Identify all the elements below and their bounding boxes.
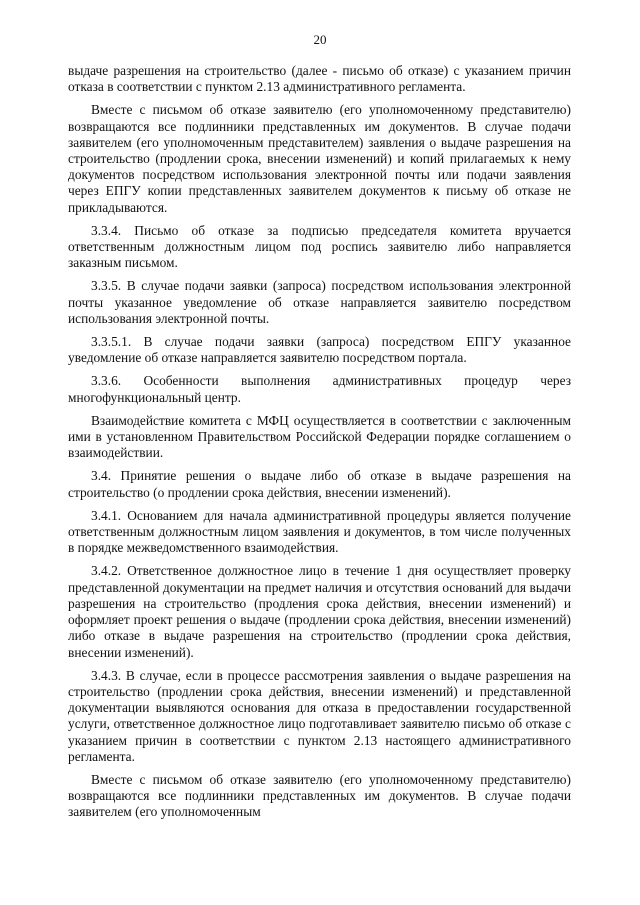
paragraph-3-3-6: 3.3.6. Особенности выполнения административных процедур через многофункциональный центр. — [68, 373, 571, 405]
body-text — [68, 63, 571, 828]
paragraph-mfc-interaction: Взаимодействие комитета с МФЦ осуществляется в соответствии с заключенным ими в установленном Правительством Российской Федерации порядке соглашением о взаимодействии. — [68, 412, 571, 461]
paragraph-returned-documents-2: Вместе с письмом об отказе заявителю (его уполномоченному представителю) возвращаются все подлинники представленных им документов. В случае подачи заявителем (его уполномоченным — [68, 771, 571, 820]
paragraph-3-3-5-1: 3.3.5.1. В случае подачи заявки (запроса) посредством ЕПГУ указанное уведомление об отказе направляется заявителю посредством портала. — [68, 334, 571, 366]
page-number: 20 — [313, 32, 327, 47]
paragraph-continuation: выдаче разрешения на строительство (далее - письмо об отказе) с указанием причин отказа в соответствии с пунктом 2.13 административного регламента. — [68, 63, 571, 95]
paragraph-3-4-3: 3.4.3. В случае, если в процессе рассмотрения заявления о выдаче разрешения на строительство (продлении срока действия, внесении изменений) и представленной документации выявляются основания для отказа в предоставлении государственной услуги, ответственное должностное лицо подготавливает заявителю письмо об отказе с указанием причин в соответствии с пунктом 2.13 настоящего административного регламента. — [68, 667, 571, 764]
paragraph-3-3-5: 3.3.5. В случае подачи заявки (запроса) посредством использования электронной почты указанное уведомление об отказе направляется заявителю посредством использования электронной почты. — [68, 278, 571, 326]
paragraph-3-4-1: 3.4.1. Основанием для начала административной процедуры является получение ответственным должностным лицом заявления и документов, в том числе полученных в порядке межведомственного взаимодействия. — [68, 507, 571, 556]
paragraph-3-4: 3.4. Принятие решения о выдаче либо об отказе в выдаче разрешения на строительство (о продлении срока действия, внесении изменений). — [68, 468, 571, 500]
paragraph-returned-documents: Вместе с письмом об отказе заявителю (его уполномоченному представителю) возвращаются все подлинники представленных им документов. В случае подачи заявителем (его уполномоченным представителем) заявления о выдаче разрешения на строительство (продлении срока, внесении изменений) и копий прилагаемых к нему документов посредством использования электронной почты или подачи заявления через ЕПГУ копии представленных заявителем документов к письму об отказе не прикладываются. — [68, 102, 571, 215]
paragraph-3-4-2: 3.4.2. Ответственное должностное лицо в течение 1 дня осуществляет проверку представленной документации на предмет наличия и отсутствия оснований для выдачи разрешения на строительство (продления срока действия, внесении изменений) и оформляет проект решения о выдаче (продлении срока действия, внесении изменений) либо отказе в выдаче разрешения на строительство (продлении срока действия, внесении изменений). — [68, 563, 571, 660]
paragraph-3-3-4: 3.3.4. Письмо об отказе за подписью председателя комитета вручается ответственным должностным лицом под роспись заявителю либо направляется заказным письмом. — [68, 222, 571, 271]
